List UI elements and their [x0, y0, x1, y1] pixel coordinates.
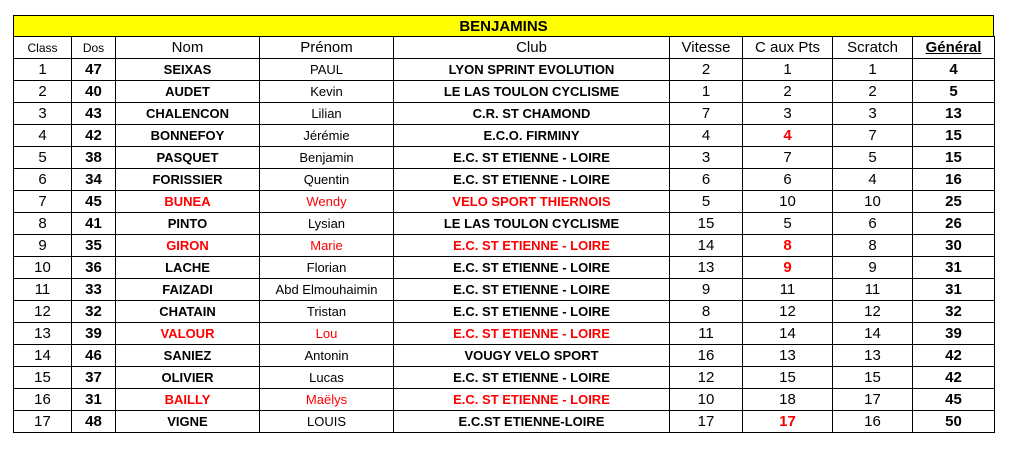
- cell-prenom: Abd Elmouhaimin: [260, 279, 394, 301]
- cell-dos: 35: [72, 235, 116, 257]
- cell-scratch: 15: [833, 367, 913, 389]
- header-c-aux-pts: C aux Pts: [743, 37, 833, 59]
- cell-vitesse: 12: [670, 367, 743, 389]
- cell-prenom: Florian: [260, 257, 394, 279]
- cell-dos: 34: [72, 169, 116, 191]
- cell-scratch: 9: [833, 257, 913, 279]
- cell-prenom: Quentin: [260, 169, 394, 191]
- cell-vitesse: 8: [670, 301, 743, 323]
- cell-general: 42: [913, 367, 995, 389]
- cell-club: C.R. ST CHAMOND: [394, 103, 670, 125]
- cell-nom: SANIEZ: [116, 345, 260, 367]
- cell-general: 4: [913, 59, 995, 81]
- table-row: [14, 125, 995, 147]
- cell-club: E.C. ST ETIENNE - LOIRE: [394, 169, 670, 191]
- cell-dos: 31: [72, 389, 116, 411]
- cell-scratch: 3: [833, 103, 913, 125]
- cell-dos: 45: [72, 191, 116, 213]
- cell-prenom: Wendy: [260, 191, 394, 213]
- cell-general: 26: [913, 213, 995, 235]
- cell-vitesse: 2: [670, 59, 743, 81]
- header-scratch: Scratch: [833, 37, 913, 59]
- cell-prenom: Antonin: [260, 345, 394, 367]
- cell-general: 50: [913, 411, 995, 433]
- cell-nom: AUDET: [116, 81, 260, 103]
- cell-dos: 39: [72, 323, 116, 345]
- cell-scratch: 10: [833, 191, 913, 213]
- cell-c-aux-pts: 17: [743, 411, 833, 433]
- cell-general: 25: [913, 191, 995, 213]
- cell-scratch: 13: [833, 345, 913, 367]
- table-row: [14, 257, 995, 279]
- cell-class: 2: [14, 81, 72, 103]
- cell-scratch: 11: [833, 279, 913, 301]
- cell-nom: SEIXAS: [116, 59, 260, 81]
- header-class: Class: [14, 37, 72, 59]
- cell-nom: CHALENCON: [116, 103, 260, 125]
- cell-dos: 42: [72, 125, 116, 147]
- cell-class: 6: [14, 169, 72, 191]
- cell-nom: LACHE: [116, 257, 260, 279]
- cell-club: E.C. ST ETIENNE - LOIRE: [394, 367, 670, 389]
- cell-dos: 38: [72, 147, 116, 169]
- header-row: [14, 37, 995, 59]
- cell-scratch: 16: [833, 411, 913, 433]
- cell-class: 3: [14, 103, 72, 125]
- cell-c-aux-pts: 1: [743, 59, 833, 81]
- cell-general: 32: [913, 301, 995, 323]
- header-dos: Dos: [72, 37, 116, 59]
- table-row: [14, 169, 995, 191]
- cell-c-aux-pts: 13: [743, 345, 833, 367]
- cell-dos: 36: [72, 257, 116, 279]
- cell-nom: PINTO: [116, 213, 260, 235]
- cell-club: VELO SPORT THIERNOIS: [394, 191, 670, 213]
- cell-vitesse: 5: [670, 191, 743, 213]
- cell-scratch: 17: [833, 389, 913, 411]
- cell-nom: CHATAIN: [116, 301, 260, 323]
- cell-nom: OLIVIER: [116, 367, 260, 389]
- cell-general: 31: [913, 257, 995, 279]
- cell-general: 13: [913, 103, 995, 125]
- cell-general: 45: [913, 389, 995, 411]
- table-row: [14, 389, 995, 411]
- cell-club: E.C. ST ETIENNE - LOIRE: [394, 301, 670, 323]
- cell-dos: 32: [72, 301, 116, 323]
- cell-class: 7: [14, 191, 72, 213]
- cell-nom: GIRON: [116, 235, 260, 257]
- cell-class: 8: [14, 213, 72, 235]
- header-nom: Nom: [116, 37, 260, 59]
- cell-c-aux-pts: 7: [743, 147, 833, 169]
- table-row: [14, 345, 995, 367]
- cell-nom: BAILLY: [116, 389, 260, 411]
- cell-nom: VIGNE: [116, 411, 260, 433]
- cell-c-aux-pts: 12: [743, 301, 833, 323]
- cell-c-aux-pts: 9: [743, 257, 833, 279]
- cell-prenom: Benjamin: [260, 147, 394, 169]
- cell-prenom: Lysian: [260, 213, 394, 235]
- table-row: [14, 323, 995, 345]
- cell-class: 17: [14, 411, 72, 433]
- results-body: [14, 59, 995, 433]
- cell-vitesse: 10: [670, 389, 743, 411]
- cell-dos: 40: [72, 81, 116, 103]
- cell-nom: PASQUET: [116, 147, 260, 169]
- cell-club: E.C. ST ETIENNE - LOIRE: [394, 235, 670, 257]
- cell-c-aux-pts: 18: [743, 389, 833, 411]
- cell-c-aux-pts: 15: [743, 367, 833, 389]
- cell-scratch: 14: [833, 323, 913, 345]
- cell-nom: FAIZADI: [116, 279, 260, 301]
- cell-class: 12: [14, 301, 72, 323]
- cell-c-aux-pts: 5: [743, 213, 833, 235]
- cell-c-aux-pts: 2: [743, 81, 833, 103]
- cell-vitesse: 4: [670, 125, 743, 147]
- cell-prenom: Kevin: [260, 81, 394, 103]
- cell-vitesse: 7: [670, 103, 743, 125]
- cell-scratch: 8: [833, 235, 913, 257]
- cell-c-aux-pts: 3: [743, 103, 833, 125]
- header-club: Club: [394, 37, 670, 59]
- table-row: [14, 191, 995, 213]
- cell-general: 39: [913, 323, 995, 345]
- cell-vitesse: 9: [670, 279, 743, 301]
- cell-scratch: 12: [833, 301, 913, 323]
- cell-dos: 41: [72, 213, 116, 235]
- table-row: [14, 367, 995, 389]
- cell-general: 30: [913, 235, 995, 257]
- cell-nom: BUNEA: [116, 191, 260, 213]
- table-row: [14, 103, 995, 125]
- cell-nom: FORISSIER: [116, 169, 260, 191]
- cell-vitesse: 16: [670, 345, 743, 367]
- table-row: [14, 59, 995, 81]
- cell-club: LE LAS TOULON CYCLISME: [394, 81, 670, 103]
- cell-prenom: Lucas: [260, 367, 394, 389]
- cell-c-aux-pts: 11: [743, 279, 833, 301]
- cell-club: LE LAS TOULON CYCLISME: [394, 213, 670, 235]
- cell-dos: 33: [72, 279, 116, 301]
- category-title: BENJAMINS: [13, 15, 994, 36]
- cell-prenom: Lilian: [260, 103, 394, 125]
- cell-scratch: 5: [833, 147, 913, 169]
- table-row: [14, 301, 995, 323]
- cell-prenom: Marie: [260, 235, 394, 257]
- cell-class: 5: [14, 147, 72, 169]
- cell-club: E.C. ST ETIENNE - LOIRE: [394, 323, 670, 345]
- cell-class: 4: [14, 125, 72, 147]
- cell-scratch: 4: [833, 169, 913, 191]
- cell-c-aux-pts: 8: [743, 235, 833, 257]
- cell-prenom: Lou: [260, 323, 394, 345]
- cell-club: E.C.O. FIRMINY: [394, 125, 670, 147]
- cell-club: E.C. ST ETIENNE - LOIRE: [394, 279, 670, 301]
- cell-vitesse: 15: [670, 213, 743, 235]
- cell-vitesse: 13: [670, 257, 743, 279]
- cell-general: 15: [913, 125, 995, 147]
- cell-c-aux-pts: 14: [743, 323, 833, 345]
- cell-c-aux-pts: 10: [743, 191, 833, 213]
- cell-scratch: 7: [833, 125, 913, 147]
- results-table: [13, 36, 995, 433]
- cell-club: E.C. ST ETIENNE - LOIRE: [394, 257, 670, 279]
- cell-prenom: Maëlys: [260, 389, 394, 411]
- table-row: [14, 279, 995, 301]
- cell-nom: BONNEFOY: [116, 125, 260, 147]
- cell-scratch: 2: [833, 81, 913, 103]
- table-row: [14, 81, 995, 103]
- cell-club: LYON SPRINT EVOLUTION: [394, 59, 670, 81]
- cell-dos: 37: [72, 367, 116, 389]
- cell-class: 15: [14, 367, 72, 389]
- cell-prenom: PAUL: [260, 59, 394, 81]
- cell-general: 31: [913, 279, 995, 301]
- cell-dos: 46: [72, 345, 116, 367]
- table-row: [14, 411, 995, 433]
- cell-class: 1: [14, 59, 72, 81]
- table-row: [14, 213, 995, 235]
- cell-class: 10: [14, 257, 72, 279]
- cell-class: 9: [14, 235, 72, 257]
- table-row: [14, 147, 995, 169]
- cell-class: 11: [14, 279, 72, 301]
- cell-general: 5: [913, 81, 995, 103]
- cell-dos: 47: [72, 59, 116, 81]
- cell-scratch: 1: [833, 59, 913, 81]
- cell-vitesse: 3: [670, 147, 743, 169]
- table-row: [14, 235, 995, 257]
- cell-club: E.C. ST ETIENNE - LOIRE: [394, 147, 670, 169]
- header-vitesse: Vitesse: [670, 37, 743, 59]
- cell-vitesse: 11: [670, 323, 743, 345]
- cell-dos: 43: [72, 103, 116, 125]
- cell-club: VOUGY VELO SPORT: [394, 345, 670, 367]
- cell-vitesse: 1: [670, 81, 743, 103]
- cell-class: 13: [14, 323, 72, 345]
- cell-general: 42: [913, 345, 995, 367]
- cell-club: E.C. ST ETIENNE - LOIRE: [394, 389, 670, 411]
- cell-c-aux-pts: 6: [743, 169, 833, 191]
- cell-class: 16: [14, 389, 72, 411]
- cell-prenom: Jérémie: [260, 125, 394, 147]
- cell-prenom: LOUIS: [260, 411, 394, 433]
- cell-vitesse: 6: [670, 169, 743, 191]
- cell-general: 16: [913, 169, 995, 191]
- results-sheet: [13, 15, 994, 433]
- cell-club: E.C.ST ETIENNE-LOIRE: [394, 411, 670, 433]
- cell-prenom: Tristan: [260, 301, 394, 323]
- cell-vitesse: 14: [670, 235, 743, 257]
- cell-dos: 48: [72, 411, 116, 433]
- cell-class: 14: [14, 345, 72, 367]
- cell-vitesse: 17: [670, 411, 743, 433]
- cell-c-aux-pts: 4: [743, 125, 833, 147]
- header-general: Général: [913, 37, 995, 59]
- cell-scratch: 6: [833, 213, 913, 235]
- header-prenom: Prénom: [260, 37, 394, 59]
- cell-general: 15: [913, 147, 995, 169]
- cell-nom: VALOUR: [116, 323, 260, 345]
